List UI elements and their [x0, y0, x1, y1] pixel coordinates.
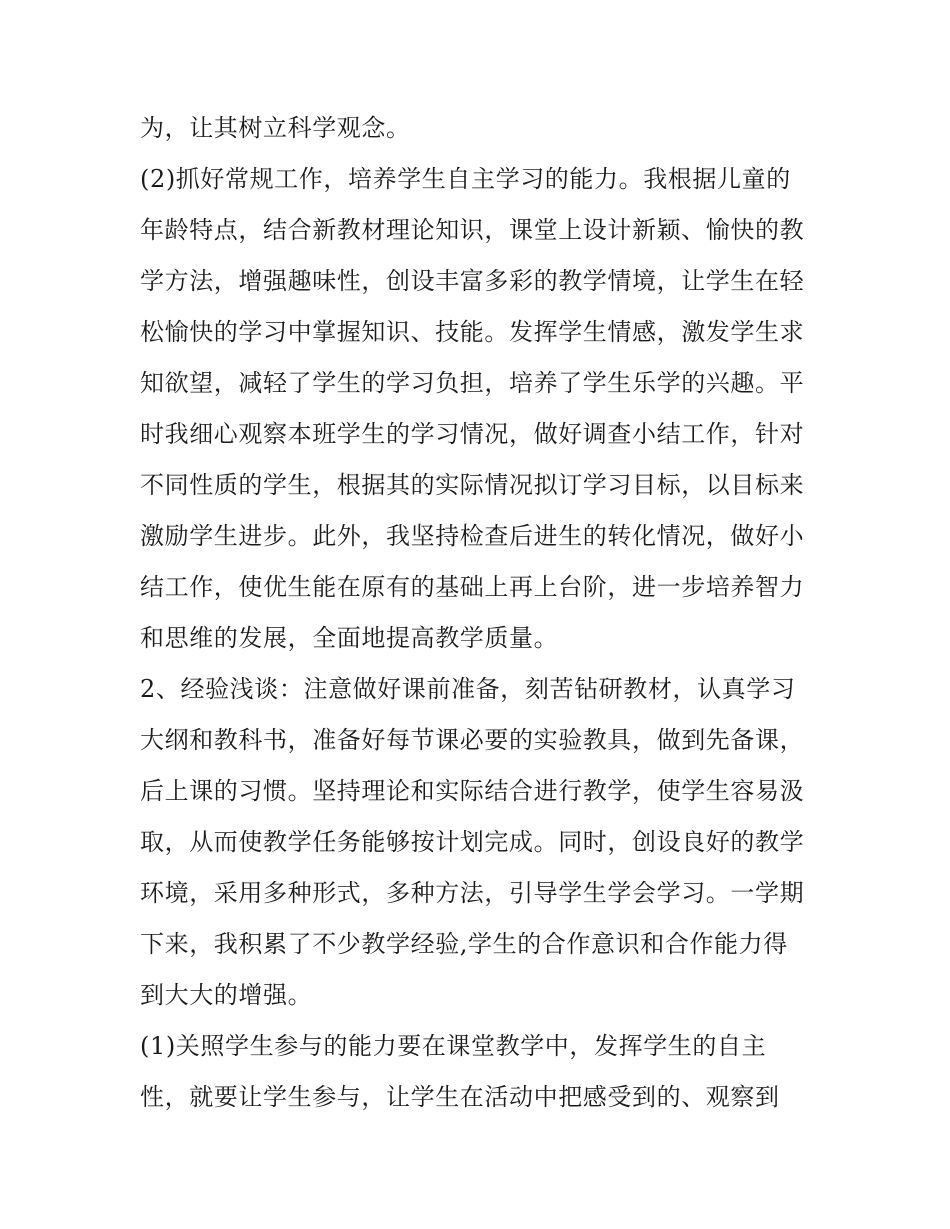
text-line: 到大大的增强。	[140, 981, 313, 1009]
text-line: 年龄特点，结合新教材理论知识，课堂上设计新颖、愉快的教	[140, 216, 805, 244]
text-line: 知欲望，减轻了学生的学习负担，培养了学生乐学的兴趣。平	[140, 369, 805, 397]
text-line: 大纲和教科书，准备好每节课必要的实验教具，做到先备课，	[140, 726, 805, 754]
text-line: 和思维的发展，全面地提高教学质量。	[140, 624, 559, 652]
text-line: 松愉快的学习中掌握知识、技能。发挥学生情感，激发学生求	[140, 318, 805, 346]
text-line: 后上课的习惯。坚持理论和实际结合进行教学，使学生容易汲	[140, 777, 805, 805]
text-line: 不同性质的学生，根据其的实际情况拟订学习目标，以目标来	[140, 471, 805, 499]
text-line: (2)抓好常规工作，培养学生自主学习的能力。我根据儿童的	[140, 165, 791, 193]
text-line: (1)关照学生参与的能力要在课堂教学中，发挥学生的自主	[140, 1032, 767, 1060]
text-line: 激励学生进步。此外，我坚持检查后进生的转化情况，做好小	[140, 522, 805, 550]
text-line: 为，让其树立科学观念。	[140, 114, 411, 142]
text-line: 结工作，使优生能在原有的基础上再上台阶，进一步培养智力	[140, 573, 805, 601]
text-line: 取，从而使教学任务能够按计划完成。同时，创设良好的教学	[140, 828, 805, 856]
text-line: 性，就要让学生参与，让学生在活动中把感受到的、观察到	[140, 1083, 780, 1111]
text-line: 下来，我积累了不少教学经验,学生的合作意识和合作能力得	[140, 930, 788, 958]
text-line: 学方法，增强趣味性，创设丰富多彩的教学情境，让学生在轻	[140, 267, 805, 295]
text-line: 2、经验浅谈：注意做好课前准备，刻苦钻研教材，认真学习	[140, 675, 796, 703]
text-line: 时我细心观察本班学生的学习情况，做好调查小结工作，针对	[140, 420, 805, 448]
text-line: 环境，采用多种形式，多种方法，引导学生学会学习。一学期	[140, 879, 805, 907]
